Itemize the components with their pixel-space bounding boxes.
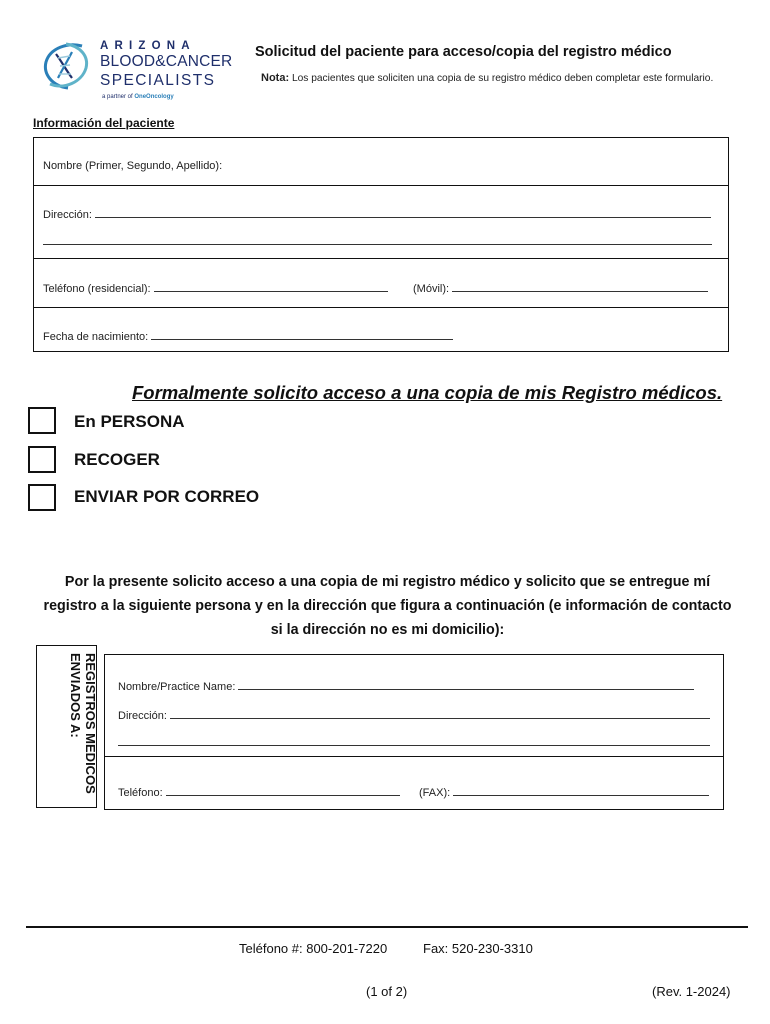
recipient-address-label: Dirección: xyxy=(118,710,167,722)
recipient-address-line-1 xyxy=(170,708,710,719)
checkbox-mail[interactable] xyxy=(28,484,56,511)
practice-name-label: Nombre/Practice Name: xyxy=(118,681,236,693)
recipient-phone-row xyxy=(105,757,723,811)
address-label: Dirección: xyxy=(43,209,92,221)
practice-name-field[interactable] xyxy=(118,679,694,693)
partner-name: OneOncology xyxy=(134,94,174,100)
option-mail-label: ENVIAR POR CORREO xyxy=(74,487,260,506)
home-phone-field[interactable] xyxy=(43,281,388,295)
footer-phone: Teléfono #: 800-201-7220 xyxy=(239,941,388,956)
name-row xyxy=(34,138,728,186)
patient-section-label: Información del paciente xyxy=(33,116,175,130)
mobile-field[interactable] xyxy=(413,281,708,295)
dob-field[interactable] xyxy=(43,329,453,343)
checkbox-pickup[interactable] xyxy=(28,446,56,473)
home-phone-line xyxy=(154,281,388,292)
request-title: Formalmente solicito acceso a una copia de mis Registro médicos. xyxy=(132,382,723,403)
form-title: Solicitud del paciente para acceso/copia del registro médico xyxy=(255,44,672,60)
name-label: Nombre (Primer, Segundo, Apellido): xyxy=(43,160,223,172)
recipient-phone-field[interactable] xyxy=(118,785,400,799)
recipient-fax-field[interactable] xyxy=(419,785,709,799)
option-in-person-label: En PERSONA xyxy=(74,412,185,431)
dob-label: Fecha de nacimiento: xyxy=(43,331,149,343)
partner-prefix: a partner of xyxy=(102,94,133,100)
recipient-name-address-row xyxy=(105,655,723,757)
dob-line xyxy=(151,329,453,340)
side-label-line-2: ENVIADOS A: xyxy=(68,653,83,738)
recipient-phone-label: Teléfono: xyxy=(118,787,163,799)
address-row xyxy=(34,186,728,259)
logo-line-2: BLOOD&CANCER xyxy=(100,53,233,70)
address-line-2 xyxy=(43,234,712,245)
recipient-phone-line xyxy=(166,785,400,796)
recipient-info-box xyxy=(104,654,724,810)
recipient-fax-label: (FAX): xyxy=(419,787,451,799)
side-label-line-1: REGISTROS MEDICOS xyxy=(83,653,98,794)
name-field[interactable] xyxy=(43,160,222,172)
address-field-2[interactable] xyxy=(43,234,712,248)
company-logo xyxy=(38,38,238,106)
mobile-label: (Móvil): xyxy=(413,283,450,295)
logo-line-3: SPECIALISTS xyxy=(100,72,216,89)
revision-label: (Rev. 1-2024) xyxy=(652,984,731,999)
recipient-address-field-2[interactable] xyxy=(118,735,710,749)
address-line-1 xyxy=(95,207,711,218)
footer-fax: Fax: 520-230-3310 xyxy=(423,941,533,956)
patient-info-box xyxy=(33,137,729,352)
footer-divider xyxy=(26,926,748,928)
home-phone-label: Teléfono (residencial): xyxy=(43,283,151,295)
note-text: Los pacientes que soliciten una copia de su registro médico deben completar este formulario. xyxy=(291,73,714,84)
checkbox-in-person[interactable] xyxy=(28,407,56,434)
phone-row xyxy=(34,259,728,308)
logo-line-1: ARIZONA xyxy=(100,40,196,52)
dob-row xyxy=(34,308,728,353)
records-sent-to-label-box xyxy=(36,645,97,808)
recipient-fax-line xyxy=(453,785,709,796)
page-number: (1 of 2) xyxy=(366,984,408,999)
mobile-line xyxy=(452,281,708,292)
practice-name-line xyxy=(238,679,694,690)
records-sent-to-label xyxy=(68,653,98,794)
recipient-address-field[interactable] xyxy=(118,708,710,722)
note-label: Nota: xyxy=(261,72,290,84)
logo-partner xyxy=(102,94,174,100)
dna-helix-icon xyxy=(38,40,94,92)
form-note xyxy=(261,68,741,89)
address-field[interactable] xyxy=(43,207,711,221)
option-pickup-label: RECOGER xyxy=(74,450,160,469)
recipient-address-line-2 xyxy=(118,735,710,746)
delivery-paragraph: Por la presente solicito acceso a una copia de mi registro médico y solicito que se entregue mí registro a la siguiente persona y en la dirección que figura a continuación (e información de contacto si la dirección no es mi domicilio): xyxy=(43,574,732,638)
